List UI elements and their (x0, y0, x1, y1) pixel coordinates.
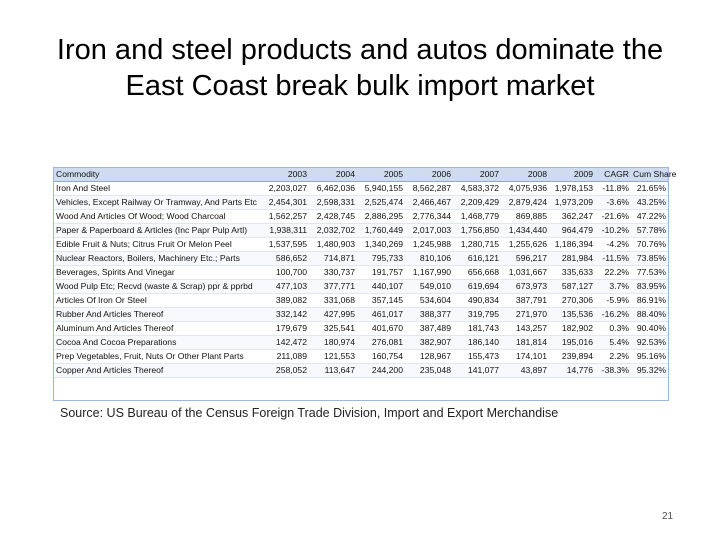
value-cell: -21.6% (595, 210, 631, 224)
value-cell: 335,633 (549, 266, 595, 280)
table-row (54, 336, 668, 350)
value-cell: 673,973 (501, 280, 549, 294)
table-row (54, 196, 668, 210)
value-cell: 271,970 (501, 308, 549, 322)
value-cell: 382,907 (405, 336, 453, 350)
source-note: Source: US Bureau of the Census Foreign Trade Division, Import and Export Merchandise (60, 406, 559, 420)
value-cell: 1,340,269 (357, 238, 405, 252)
value-cell: 1,186,394 (549, 238, 595, 252)
value-cell: 388,377 (405, 308, 453, 322)
value-cell: 2,886,295 (357, 210, 405, 224)
value-cell: 128,967 (405, 350, 453, 364)
value-cell: 2,525,474 (357, 196, 405, 210)
page-number: 21 (662, 511, 674, 522)
value-cell: 325,541 (309, 322, 357, 336)
value-cell: 191,757 (357, 266, 405, 280)
table-row (54, 224, 668, 238)
commodity-cell: Wood Pulp Etc; Recvd (waste & Scrap) ppr & pprbd (54, 280, 261, 294)
value-cell: 461,017 (357, 308, 405, 322)
value-cell: 22.2% (595, 266, 631, 280)
value-cell: 331,068 (309, 294, 357, 308)
value-cell: 141,077 (453, 364, 501, 378)
table-row (54, 350, 668, 364)
table-header (54, 168, 677, 182)
value-cell: 2,879,424 (501, 196, 549, 210)
commodity-cell: Beverages, Spirits And Vinegar (54, 266, 261, 280)
value-cell: 490,834 (453, 294, 501, 308)
column-header: 2006 (405, 168, 453, 182)
value-cell: 377,771 (309, 280, 357, 294)
value-cell: 95.16% (631, 350, 668, 364)
value-cell: 3.7% (595, 280, 631, 294)
commodity-cell: Articles Of Iron Or Steel (54, 294, 261, 308)
value-cell: 1,031,667 (501, 266, 549, 280)
value-cell: 1,562,257 (261, 210, 309, 224)
value-cell: 2,454,301 (261, 196, 309, 210)
value-cell: -3.6% (595, 196, 631, 210)
value-cell: 1,245,988 (405, 238, 453, 252)
value-cell: 86.91% (631, 294, 668, 308)
value-cell: -5.9% (595, 294, 631, 308)
table-row (54, 294, 668, 308)
value-cell: 95.32% (631, 364, 668, 378)
value-cell: 656,668 (453, 266, 501, 280)
commodity-cell: Rubber And Articles Thereof (54, 308, 261, 322)
value-cell: 2,466,467 (405, 196, 453, 210)
value-cell: 1,280,715 (453, 238, 501, 252)
value-cell: 8,562,287 (405, 182, 453, 196)
value-cell: 6,462,036 (309, 182, 357, 196)
commodity-cell: Iron And Steel (54, 182, 261, 196)
value-cell: 181,814 (501, 336, 549, 350)
value-cell: 357,145 (357, 294, 405, 308)
value-cell: 1,255,626 (501, 238, 549, 252)
value-cell: 174,101 (501, 350, 549, 364)
table-row (54, 238, 668, 252)
value-cell: 1,756,850 (453, 224, 501, 238)
commodity-cell: Wood And Articles Of Wood; Wood Charcoal (54, 210, 261, 224)
value-cell: -38.3% (595, 364, 631, 378)
value-cell: 195,016 (549, 336, 595, 350)
value-cell: 387,791 (501, 294, 549, 308)
value-cell: 2,598,331 (309, 196, 357, 210)
table-row (54, 210, 668, 224)
value-cell: 440,107 (357, 280, 405, 294)
value-cell: 964,479 (549, 224, 595, 238)
value-cell: 319,795 (453, 308, 501, 322)
commodity-cell: Prep Vegetables, Fruit, Nuts Or Other Plant Parts (54, 350, 261, 364)
table-row (54, 308, 668, 322)
value-cell: 1,978,153 (549, 182, 595, 196)
table-row (54, 252, 668, 266)
value-cell: 83.95% (631, 280, 668, 294)
value-cell: 534,604 (405, 294, 453, 308)
value-cell: 1,760,449 (357, 224, 405, 238)
value-cell: 211,089 (261, 350, 309, 364)
table-row (54, 322, 668, 336)
value-cell: 239,894 (549, 350, 595, 364)
value-cell: 47.22% (631, 210, 668, 224)
table-row (54, 280, 668, 294)
value-cell: 180,974 (309, 336, 357, 350)
value-cell: 5,940,155 (357, 182, 405, 196)
value-cell: 90.40% (631, 322, 668, 336)
column-header: 2005 (357, 168, 405, 182)
title-line-2: East Coast break bulk import market (125, 70, 595, 102)
value-cell: 270,306 (549, 294, 595, 308)
value-cell: 1,167,990 (405, 266, 453, 280)
value-cell: 14,776 (549, 364, 595, 378)
value-cell: -4.2% (595, 238, 631, 252)
value-cell: 276,081 (357, 336, 405, 350)
value-cell: 619,694 (453, 280, 501, 294)
commodity-table (53, 167, 677, 401)
value-cell: 795,733 (357, 252, 405, 266)
value-cell: 1,480,903 (309, 238, 357, 252)
value-cell: 182,902 (549, 322, 595, 336)
value-cell: 281,984 (549, 252, 595, 266)
value-cell: 477,103 (261, 280, 309, 294)
column-header: 2003 (261, 168, 309, 182)
value-cell: 179,679 (261, 322, 309, 336)
value-cell: 73.85% (631, 252, 668, 266)
value-cell: 258,052 (261, 364, 309, 378)
value-cell: 1,537,595 (261, 238, 309, 252)
value-cell: 43.25% (631, 196, 668, 210)
commodity-cell: Nuclear Reactors, Boilers, Machinery Etc.; Parts (54, 252, 261, 266)
value-cell: 2,203,027 (261, 182, 309, 196)
value-cell: 587,127 (549, 280, 595, 294)
table-row (54, 266, 668, 280)
value-cell: -10.2% (595, 224, 631, 238)
column-header: 2008 (501, 168, 549, 182)
commodity-cell: Cocoa And Cocoa Preparations (54, 336, 261, 350)
value-cell: 235,048 (405, 364, 453, 378)
value-cell: 427,995 (309, 308, 357, 322)
commodity-cell: Vehicles, Except Railway Or Tramway, And Parts Etc (54, 196, 261, 210)
value-cell: 1,434,440 (501, 224, 549, 238)
value-cell: 0.3% (595, 322, 631, 336)
value-cell: -16.2% (595, 308, 631, 322)
value-cell: 810,106 (405, 252, 453, 266)
value-cell: 57.78% (631, 224, 668, 238)
value-cell: 4,583,372 (453, 182, 501, 196)
value-cell: 586,652 (261, 252, 309, 266)
value-cell: 113,647 (309, 364, 357, 378)
value-cell: 121,553 (309, 350, 357, 364)
column-header-commodity: Commodity (54, 168, 261, 182)
value-cell: 244,200 (357, 364, 405, 378)
value-cell: 2,209,429 (453, 196, 501, 210)
column-header: 2007 (453, 168, 501, 182)
value-cell: 1,938,311 (261, 224, 309, 238)
value-cell: 160,754 (357, 350, 405, 364)
value-cell: 2,032,702 (309, 224, 357, 238)
slide-title (20, 32, 700, 104)
value-cell: 43,897 (501, 364, 549, 378)
value-cell: -11.5% (595, 252, 631, 266)
commodity-cell: Copper And Articles Thereof (54, 364, 261, 378)
value-cell: 143,257 (501, 322, 549, 336)
title-line-1: Iron and steel products and autos dominate the (56, 34, 664, 66)
value-cell: 155,473 (453, 350, 501, 364)
table-row (54, 182, 668, 196)
value-cell: 142,472 (261, 336, 309, 350)
value-cell: 387,489 (405, 322, 453, 336)
value-cell: 596,217 (501, 252, 549, 266)
value-cell: 2,428,745 (309, 210, 357, 224)
value-cell: 1,468,779 (453, 210, 501, 224)
value-cell: 92.53% (631, 336, 668, 350)
value-cell: 714,871 (309, 252, 357, 266)
value-cell: 332,142 (261, 308, 309, 322)
value-cell: 4,075,936 (501, 182, 549, 196)
value-cell: 186,140 (453, 336, 501, 350)
value-cell: 21.65% (631, 182, 668, 196)
value-cell: 77.53% (631, 266, 668, 280)
value-cell: 2,017,003 (405, 224, 453, 238)
value-cell: 389,082 (261, 294, 309, 308)
commodity-cell: Aluminum And Articles Thereof (54, 322, 261, 336)
table-body (54, 182, 668, 378)
commodity-cell: Paper & Paperboard & Articles (Inc Papr Pulp Artl) (54, 224, 261, 238)
value-cell: 362,247 (549, 210, 595, 224)
column-header: 2009 (549, 168, 595, 182)
column-header: Cum Share (631, 168, 668, 182)
commodity-cell: Edible Fruit & Nuts; Citrus Fruit Or Melon Peel (54, 238, 261, 252)
value-cell: 401,670 (357, 322, 405, 336)
column-header: CAGR (595, 168, 631, 182)
value-cell: 1,973,209 (549, 196, 595, 210)
value-cell: 549,010 (405, 280, 453, 294)
value-cell: 88.40% (631, 308, 668, 322)
column-header: 2004 (309, 168, 357, 182)
value-cell: 2,776,344 (405, 210, 453, 224)
value-cell: -11.8% (595, 182, 631, 196)
value-cell: 100,700 (261, 266, 309, 280)
value-cell: 70.76% (631, 238, 668, 252)
value-cell: 181,743 (453, 322, 501, 336)
value-cell: 869,885 (501, 210, 549, 224)
value-cell: 2.2% (595, 350, 631, 364)
value-cell: 5.4% (595, 336, 631, 350)
table-row (54, 364, 668, 378)
value-cell: 616,121 (453, 252, 501, 266)
value-cell: 135,536 (549, 308, 595, 322)
value-cell: 330,737 (309, 266, 357, 280)
